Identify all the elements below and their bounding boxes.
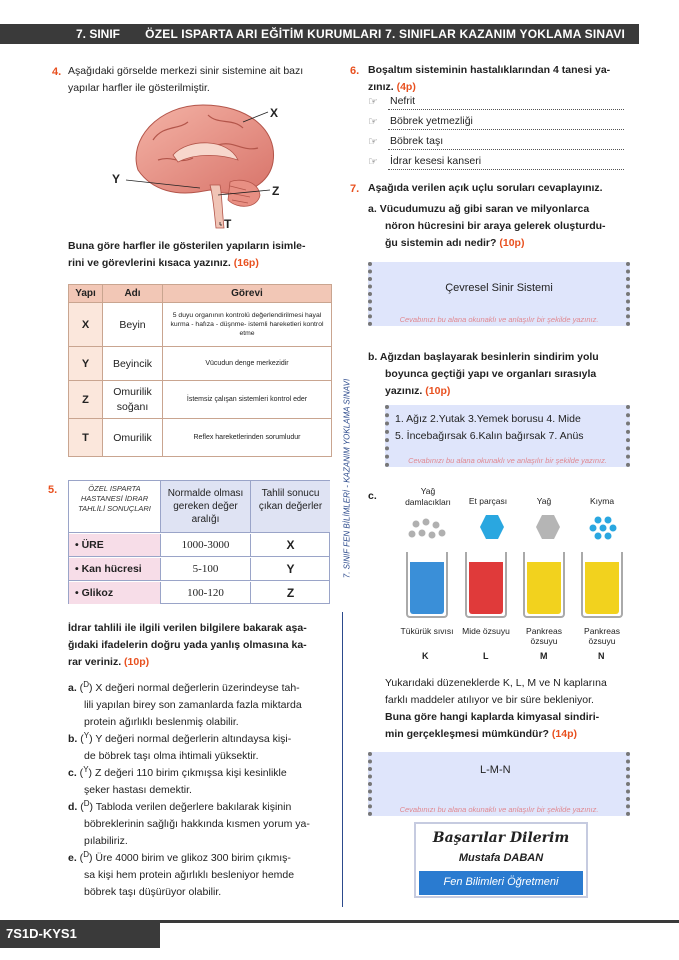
q7c-text-1: Yukarıdaki düzeneklerde K, L, M ve N kaplarına (385, 677, 607, 689)
q7a-answer: Çevresel Sinir Sistemi (445, 282, 553, 294)
q4-col-adi: Adı (103, 285, 163, 303)
q7a-points: (10p) (499, 237, 525, 249)
q4-number: 4. (52, 66, 62, 78)
answer-hint: Cevabınızı bu alana okunaklı ve anlaşılır bir şekilde yazınız. (399, 315, 599, 324)
substances-illustration (398, 512, 638, 548)
table-row-label: T (69, 419, 103, 457)
q7b-points: (10p) (425, 385, 451, 397)
q6-text-1: Boşaltım sisteminin hastalıklarından 4 tanesi ya- (368, 64, 611, 76)
top-label: Kıyma (589, 496, 615, 506)
table-cell-adi: Beyincik (103, 347, 163, 381)
q7a-text-1: a. Vücudumuzu ağ gibi saran ve milyonlarca (368, 203, 590, 215)
q5-points: (10p) (124, 656, 150, 668)
answer-mark: D (83, 850, 89, 859)
q7-number: 7. (350, 183, 360, 195)
exam-title: ÖZEL ISPARTA ARI EĞİTİM KURUMLARI 7. SINIFLAR KAZANIM YOKLAMA SINAVI (145, 27, 625, 41)
q5-table (68, 480, 330, 604)
table-cell-gorev: 5 duyu organının kontrolü değerlendirilmesi hayal kurma - hafıza - düşnme- istemli hareketleri kontrol etme (163, 303, 332, 347)
q5-row-value: Z (286, 586, 295, 600)
q7c-answer: L-M-N (480, 764, 511, 776)
list-item: ☞ Böbrek yetmezliği (368, 115, 624, 135)
signature-box (414, 822, 588, 898)
q7c-text-3: Buna göre hangi kaplarda kimyasal sindiri- (385, 711, 600, 723)
side-vertical-text: 7. SINIF FEN BİLİMLERİ - KAZANIM YOKLAMA SINAVI (342, 378, 352, 579)
beaker-m (523, 552, 565, 618)
beaker-label: Mide özsuyu (462, 626, 510, 636)
answer-hint: Cevabınızı bu alana okunaklı ve anlaşılır bir şekilde yazınız. (408, 456, 607, 465)
q5-row-value: Y (251, 558, 330, 581)
q4-prompt-1: Buna göre harfler ile gösterilen yapıların isimle- (68, 240, 306, 252)
minced-meat-icon (590, 517, 617, 540)
table-row-label: X (69, 303, 103, 347)
q7c-answer-box[interactable] (368, 752, 630, 816)
beaker-label: Tükürük sıvısı (400, 626, 454, 636)
table-cell-adi: Beyin (103, 303, 163, 347)
q5-row-range: 1000-3000 (161, 534, 251, 557)
label-t: T (224, 217, 232, 231)
label-y: Y (112, 172, 121, 186)
answer-mark: Y (83, 731, 90, 740)
q7b-text-2: boyunca geçtiği yapı ve organları sırasıyla (385, 368, 597, 380)
table-cell-adi: Omurilik (103, 419, 163, 457)
q7c-text-4: min gerçekleşmesi mümkündür? (14p) (385, 728, 577, 740)
beaker-letter: M (540, 651, 548, 661)
q7a-answer-box[interactable] (368, 262, 630, 326)
beaker-liquid (585, 562, 619, 614)
q4-table (68, 284, 332, 457)
q5-row-range: 100-120 (161, 582, 251, 604)
table-cell-adi: Omurilik soğanı (103, 381, 163, 419)
q7c-text-2: farklı maddeler atılıyor ve bir süre bekleniyor. (385, 694, 594, 706)
answer-mark: D (83, 799, 90, 808)
page-header (0, 24, 639, 44)
pointing-hand-icon: ☞ (368, 96, 378, 108)
pointing-hand-icon: ☞ (368, 136, 378, 148)
q5-item-d: d. ($^D$) Tabloda verilen değerlere bakılarak kişinin böbreklerinin sağlığı hakkında kısmen yorum ya- pılabiliriz. (68, 799, 310, 847)
q5-row-name: • Glikoz (69, 582, 161, 604)
column-divider (342, 612, 343, 907)
table-cell-gorev: Vücudun denge merkezidir (163, 347, 332, 381)
q5-number: 5. (48, 484, 58, 496)
q5-item-b: b. ($^Y$) Y değeri normal değerlerin altındaysa kişi- de böbrek taşı olma ihtimali yüksektir. (68, 731, 292, 762)
beaker-letter: L (483, 651, 489, 661)
q5-item-c: c. ($^Y$) Z değeri 110 birim çıkmışsa kişi kesinlikle şeker hastası demektir. (68, 765, 287, 796)
q7b-text-3: yazınız. (10p) (385, 385, 451, 397)
q7b-text-1: b. Ağızdan başlayarak besinlerin sindirim yolu (368, 351, 599, 363)
beaker-letter: K (422, 651, 429, 661)
label-x: X (270, 106, 279, 120)
q5-prompt-1: İdrar tahlili ile ilgili verilen bilgilere bakarak aşa- (68, 622, 307, 634)
q4-text-2: yapılar harfler ile gösterilmiştir. (68, 82, 210, 94)
list-item: ☞ Nefrit (368, 95, 624, 115)
table-cell-gorev: Reflex hareketlerinden sorumludur (163, 419, 332, 457)
q5-header-hospital: ÖZEL ISPARTA HASTANESİ İDRAR TAHLİLİ SONUÇLARI (69, 481, 161, 533)
q6-number: 6. (350, 65, 360, 77)
q7b-answer: 1. Ağız 2.Yutak 3.Yemek borusu 4. Mide 5. İncebağırsak 6.Kalın bağırsak 7. Anüs (395, 413, 584, 442)
beaker-n (581, 552, 623, 618)
grade-label: 7. SINIF (76, 27, 121, 41)
meat-piece-icon (480, 515, 504, 539)
q4-col-yapi: Yapı (69, 285, 103, 303)
q7-intro: Aşağıda verilen açık uçlu soruları cevaplayınız. (368, 182, 603, 194)
q6-text-2: zınız. (4p) (368, 81, 416, 93)
q7c-letter: c. (368, 490, 377, 502)
pointing-hand-icon: ☞ (368, 116, 378, 128)
table-cell-gorev: İstemsiz çalışan sistemleri kontrol eder (163, 381, 332, 419)
list-item: ☞ Böbrek taşı (368, 135, 624, 155)
q4-col-gorev: Görevi (163, 285, 332, 303)
q7a-text-2: nöron hücresini bir araya gelerek oluşturdu- (385, 220, 606, 232)
signature-greeting: Başarılar Dilerim (432, 830, 570, 846)
beaker-liquid (410, 562, 444, 614)
q5-header-range: Normalde olması gereken değer aralığı (161, 481, 251, 533)
teacher-role: Fen Bilimleri Öğretmeni (419, 871, 583, 895)
side-text-container (336, 360, 350, 602)
oil-icon (536, 515, 560, 539)
beaker-k (406, 552, 448, 618)
q5-row-name: • Kan hücresi (69, 558, 161, 581)
beaker-label: Pankreas özsuyu (584, 626, 620, 646)
q5-item-a: a. ($^D$) X değeri normal değerlerin üzerindeyse tah- lili yapılan birey son zamanlarda fazla miktarda protein ağırlıklı beslenmiş olabilir. (68, 680, 302, 728)
answer-mark: D (83, 680, 89, 689)
beaker-letter: N (598, 651, 605, 661)
beaker-l (465, 552, 507, 618)
list-item: ☞ İdrar kesesi kanseri (368, 155, 624, 175)
q5-row-value: X (251, 534, 330, 557)
footer-line (160, 920, 679, 923)
teacher-name: Mustafa DABAN (458, 852, 544, 864)
q5-header-result: Tahlil sonucu çıkan değerler (251, 481, 330, 533)
q7c-points: (14p) (551, 728, 577, 740)
q6-answer-list (368, 95, 624, 175)
q4-points: (16p) (233, 257, 259, 269)
oil-droplets-icon (409, 519, 446, 539)
table-row-label: Z (69, 381, 103, 419)
answer-mark: Y (83, 765, 89, 774)
q5-item-e: e. ($^D$) Üre 4000 birim ve glikoz 300 birim çıkmış- sa kişi hem protein ağırlıklı besleniyor hemde böbrek taşı düşürüyor olabilir. (68, 850, 295, 898)
q7a-text-3: ğu sistemin adı nedir? (10p) (385, 237, 525, 249)
q7b-answer-box[interactable] (385, 405, 630, 467)
answer-hint: Cevabınızı bu alana okunaklı ve anlaşılır bir şekilde yazınız. (399, 805, 599, 814)
q4-text-1: Aşağıdaki görselde merkezi sinir sistemine ait bazı (68, 65, 304, 77)
pointing-hand-icon: ☞ (368, 156, 378, 168)
brain-illustration (118, 100, 288, 230)
beaker-liquid (469, 562, 503, 614)
table-row-label: Y (69, 347, 103, 381)
beaker-liquid (527, 562, 561, 614)
q4-prompt-2: rini ve görevlerini kısaca yazınız. (16p) (68, 257, 259, 269)
top-label: Yağ (536, 496, 552, 506)
q6-points: (4p) (396, 81, 416, 93)
top-label: Yağ damlacıkları (405, 486, 451, 507)
q5-prompt-2: ğıdaki ifadelerin doğru yada yanlış olmasına ka- (68, 639, 307, 651)
q5-row-name: • ÜRE (69, 534, 161, 557)
label-z: Z (272, 184, 280, 198)
q5-prompt-3: rar veriniz. (10p) (68, 656, 150, 668)
top-label: Et parçası (468, 496, 508, 506)
footer-code: 7S1D-KYS1 (0, 920, 160, 948)
beaker-label: Pankreas özsuyu (526, 626, 562, 646)
q5-row-range: 5-100 (161, 558, 251, 581)
